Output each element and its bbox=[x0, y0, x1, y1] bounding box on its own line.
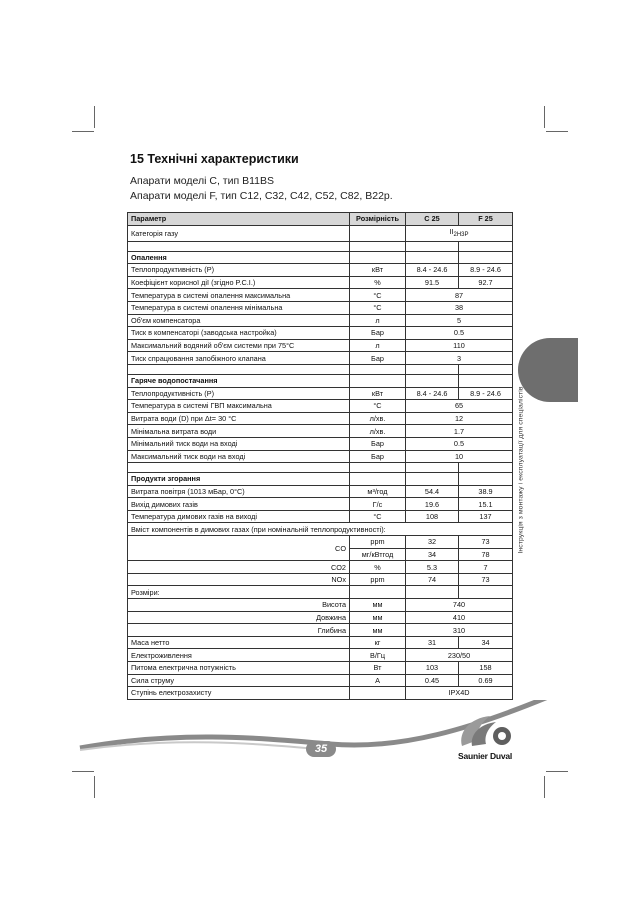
page-number: 35 bbox=[306, 741, 336, 757]
spacer-row bbox=[128, 463, 513, 473]
row-label: Категорія газу bbox=[128, 225, 350, 241]
table-row: Температура димових газів на виході °C 108 137 bbox=[128, 510, 513, 523]
table-row: Температура в системі опалення максимальна °C 87 bbox=[128, 289, 513, 302]
table-row: CO ppm 32 73 bbox=[128, 536, 513, 549]
table-row: Мінімальний тиск води на вході Бар 0.5 bbox=[128, 437, 513, 450]
table-row: Коефіцієнт корисної дії (згідно P.C.I.) % 91.5 92.7 bbox=[128, 276, 513, 289]
table-row: CO2 % 5.3 7 bbox=[128, 561, 513, 574]
spec-table bbox=[127, 212, 513, 700]
crop-mark bbox=[72, 131, 94, 132]
table-row: Ступінь електрозахисту IPX4D bbox=[128, 687, 513, 700]
header-parameter: Параметр bbox=[128, 213, 350, 226]
crop-mark bbox=[94, 106, 95, 128]
section-row-heating: Опалення bbox=[128, 251, 513, 264]
table-row: Максимальний тиск води на вході Бар 10 bbox=[128, 450, 513, 463]
spacer-row bbox=[128, 241, 513, 251]
table-header-row bbox=[128, 213, 513, 226]
table-row: Вміст компонентів в димових газах (при номінальній теплопродуктивності): bbox=[128, 523, 513, 536]
table-row: Сила струму А 0.45 0.69 bbox=[128, 674, 513, 687]
subtitle-line: Апарати моделі F, тип C12, C32, C42, C52, C82, B22р. bbox=[130, 190, 393, 202]
header-c25: C 25 bbox=[406, 213, 459, 226]
table-row: Теплопродуктивність (Р) кВт 8.4 - 24.6 8.9 - 24.6 bbox=[128, 387, 513, 400]
table-row: Електроживлення В/Гц 230/50 bbox=[128, 649, 513, 662]
table-row: Розміри: bbox=[128, 586, 513, 599]
table-row: Температура в системі опалення мінімальна °C 38 bbox=[128, 301, 513, 314]
footer-swoosh bbox=[0, 700, 638, 780]
table-row: Висота мм 740 bbox=[128, 599, 513, 612]
table-row: Теплопродуктивність (Р) кВт 8.4 - 24.6 8.9 - 24.6 bbox=[128, 264, 513, 277]
table-row: Витрата води (D) при Δt= 30 °C л/хв. 12 bbox=[128, 412, 513, 425]
crop-mark bbox=[544, 106, 545, 128]
table-row: мг/кВтгод 34 78 bbox=[128, 548, 513, 561]
side-caption: Інструкція з монтажу і експлуатації для спеціалістів bbox=[517, 386, 525, 554]
table-row: Мінімальна витрата води л/хв. 1.7 bbox=[128, 425, 513, 438]
crop-mark bbox=[546, 131, 568, 132]
subtitle-line: Апарати моделі C, тип B11BS bbox=[130, 175, 274, 187]
chapter-tab bbox=[518, 338, 578, 402]
section-heading: 15 Технічні характеристики bbox=[130, 152, 299, 166]
table-row: Максимальний водяний об'єм системи при 75°C л 110 bbox=[128, 339, 513, 352]
table-row: Маса нетто кг 31 34 bbox=[128, 636, 513, 649]
table-row: Питома електрична потужність Вт 103 158 bbox=[128, 662, 513, 675]
table-row: Витрата повітря (1013 мБар, 0°C) м³/год 54.4 38.9 bbox=[128, 485, 513, 498]
table-row bbox=[128, 225, 513, 241]
table-row: Тиск в компенсаторі (заводська настройка) Бар 0.5 bbox=[128, 327, 513, 340]
section-row-combustion: Продукти згорання bbox=[128, 473, 513, 486]
section-row-dhw: Гаряче водопостачання bbox=[128, 374, 513, 387]
header-f25: F 25 bbox=[459, 213, 513, 226]
co-label: CO bbox=[128, 536, 350, 561]
header-unit: Розмірність bbox=[350, 213, 406, 226]
saunier-duval-logo bbox=[452, 710, 524, 752]
table-row: Об'єм компенсатора л 5 bbox=[128, 314, 513, 327]
table-row: Тиск спрацювання запобіжного клапана Бар 3 bbox=[128, 352, 513, 365]
gas-category-value: $II_{2H3P}$ bbox=[406, 225, 513, 241]
brand-name: Saunier Duval bbox=[458, 751, 513, 761]
table-row: NOx ppm 74 73 bbox=[128, 573, 513, 586]
table-row: Температура в системі ГВП максимальна °C 65 bbox=[128, 400, 513, 413]
table-row: Глибина мм 310 bbox=[128, 624, 513, 637]
spacer-row bbox=[128, 364, 513, 374]
table-row: Вихід димових газів Г/с 19.6 15.1 bbox=[128, 498, 513, 511]
table-row: Довжина мм 410 bbox=[128, 611, 513, 624]
